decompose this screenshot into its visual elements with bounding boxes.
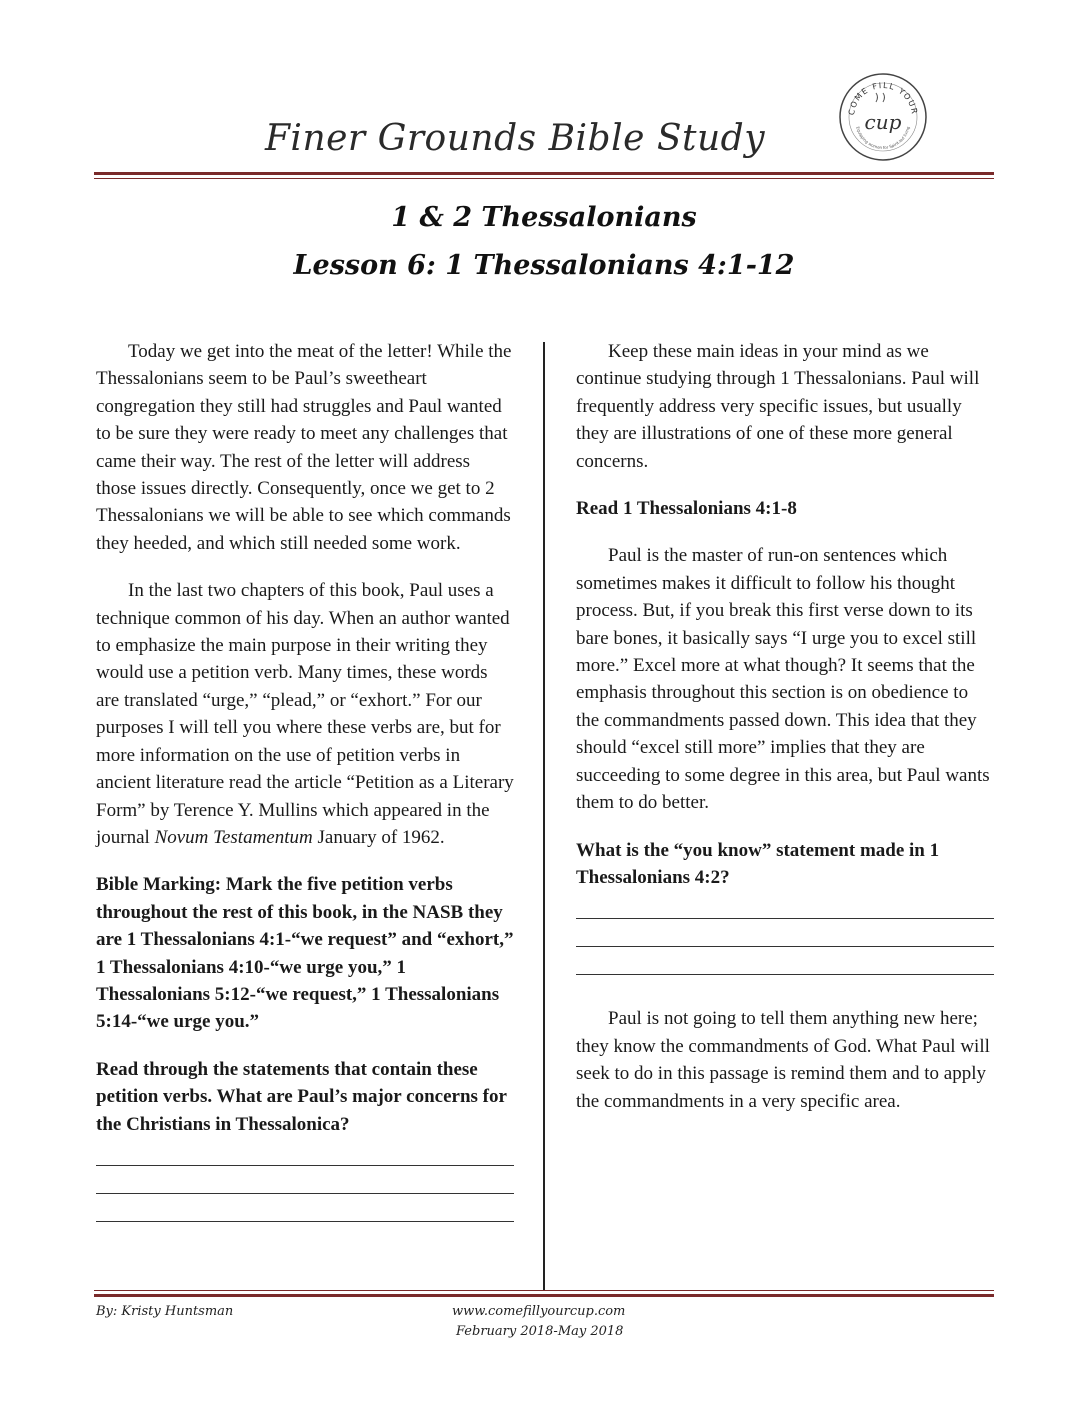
main-ideas-paragraph: Keep these main ideas in your mind as we continue studying through 1 Thessalonians. Paul will frequently address very specific issues, but usually they are illustrations of one of these more general concerns. [576, 341, 980, 472]
intro-paragraph: Today we get into the meat of the letter! While the Thessalonians seem to be Paul’s sweetheart congregation they still had struggles and Paul wanted to be sure they were ready to meet any challenges that came their way. The rest of the letter will address those issues directly. Consequently, once we get to 2 Thessalonians we will be able to see which commands they heeded, and which still needed some work. [96, 341, 512, 554]
answer-lines-concerns[interactable] [96, 1165, 514, 1222]
question-you-know: What is the “you know” statement made in 1 Thessalonians 4:2? [576, 839, 940, 888]
answer-line[interactable] [96, 1193, 514, 1194]
run-on-paragraph: Paul is the master of run-on sentences which sometimes makes it difficult to follow his thought process. But, if you break this first verse down to its bare bones, it basically says “I urge you to excel still more.” Excel more at what though? It seems that the emphasis throughout this section is on obedience to the commandments passed down. This idea that they should “excel still more” implies that they are succeeding to some degree in this area, but Paul wants them to do better. [576, 545, 990, 814]
svg-text:cup: cup [864, 110, 902, 134]
lesson-title: 1 & 2 Thessalonians [391, 202, 697, 233]
right-column [576, 338, 994, 1135]
svg-text:Equipping women for Spirit-led: Equipping women for Spirit-led living [855, 126, 911, 151]
study-title: Finer Grounds Bible Study [264, 118, 766, 159]
column-divider [543, 342, 545, 1290]
footer-rule-thin [94, 1290, 994, 1291]
answer-line[interactable] [576, 946, 994, 947]
footer-website[interactable]: www.comefillyourcup.com [452, 1304, 626, 1319]
journal-name: Novum Testamentum [154, 826, 313, 848]
left-column [96, 338, 514, 1244]
footer-dates: February 2018-May 2018 [456, 1324, 624, 1339]
answer-lines-you-know[interactable] [576, 918, 994, 975]
answer-line[interactable] [96, 1221, 514, 1222]
bible-marking-instruction: Bible Marking: Mark the five petition verbs throughout the rest of this book, in the NASB they are 1 Thessalonians 4:1-“we request” and “exhort,” 1 Thessalonians 4:10-“we urge you,” 1 Thessalonians 5:12-“we request,” 1 Thessalonians 5:14-“we urge you.” [96, 874, 514, 1033]
lesson-subtitle: Lesson 6: 1 Thessalonians 4:1-12 [293, 250, 795, 281]
svg-text:COME FILL YOUR: COME FILL YOUR [846, 80, 920, 116]
answer-line[interactable] [96, 1165, 514, 1166]
header-rule-thin [94, 178, 994, 179]
answer-line[interactable] [576, 974, 994, 975]
commandments-paragraph: Paul is not going to tell them anything new here; they know the commandments of God. What Paul will seek to do in this passage is remind them and to apply the commandments in a very specific area. [576, 1008, 990, 1112]
read-heading: Read 1 Thessalonians 4:1-8 [576, 498, 797, 520]
question-paul-concerns: Read through the statements that contain these petition verbs. What are Paul’s major concerns for the Christians in Thessalonica? [96, 1058, 507, 1135]
header-rule [94, 172, 994, 175]
answer-line[interactable] [576, 918, 994, 919]
footer-author: By: Kristy Huntsman [96, 1304, 234, 1319]
petition-verb-paragraph: In the last two chapters of this book, Paul uses a technique common of his day. When an author wanted to emphasize the main purpose in their writing they would use a petition verb. Many times, these words are translated “urge,” “plead,” or “exhort.” For our purposes I will tell you where these verbs are, but for more information on the use of petition verbs in ancient literature read the article “Petition as a Literary Form” by Terence Y. Mullins which appeared in the journal Novum Testamentum January of 1962. [96, 580, 514, 848]
footer-rule [94, 1294, 994, 1297]
